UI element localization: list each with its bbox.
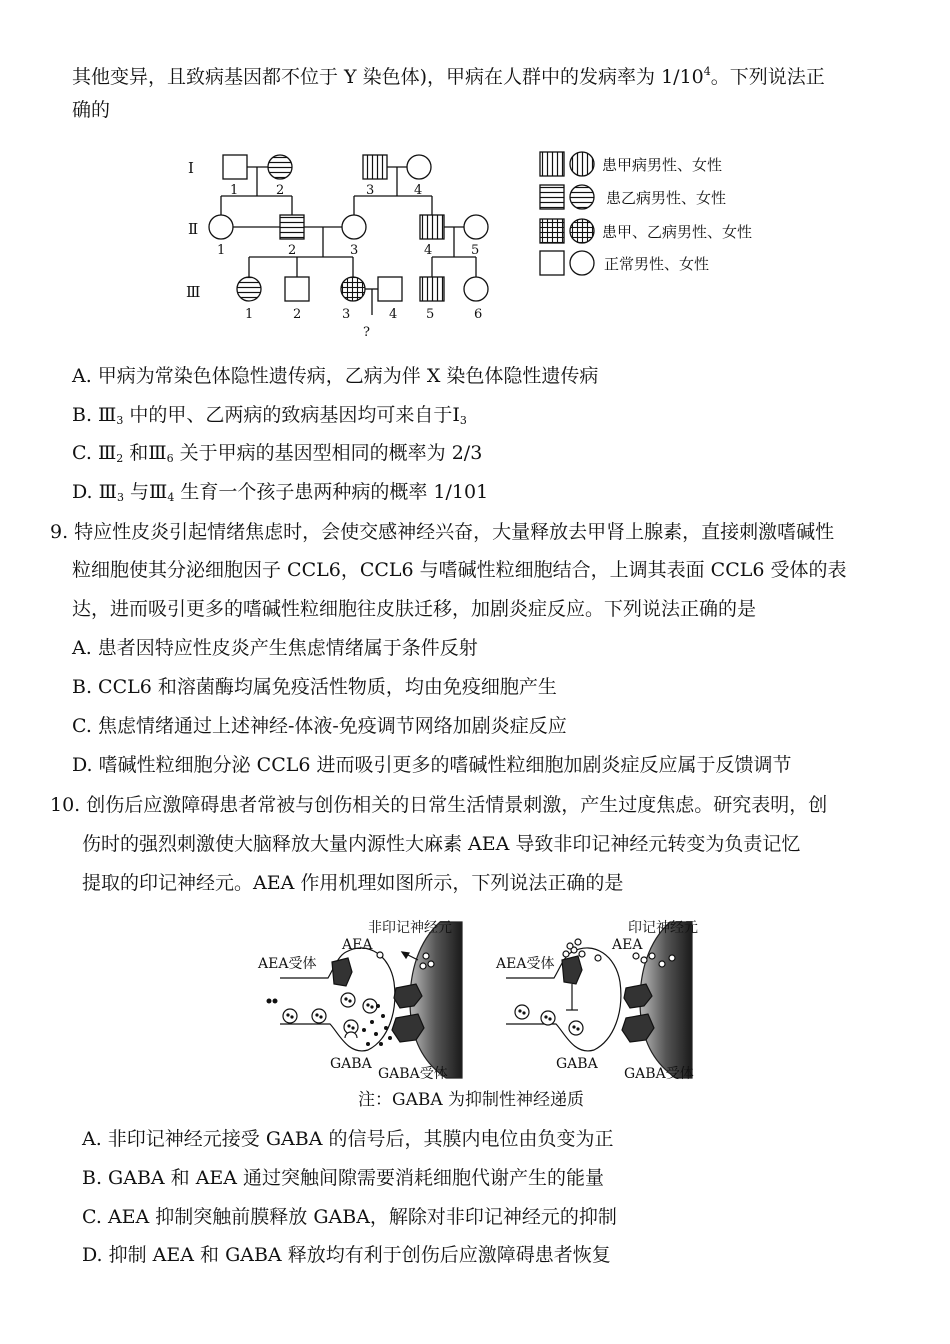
svg-text:5: 5 [471,243,480,258]
legend-symbol-normal-male [540,251,564,275]
male-I3-disease-a [363,155,387,179]
q8-option-a: A. 甲病为常染色体隐性遗传病，乙病为伴 X 染色体隐性遗传病 [72,365,599,387]
q10-stem-line-2: 伤时的强烈刺激使大脑释放大量内源性大麻素 AEA 导致非印记神经元转变为负责记忆 [82,833,801,855]
pedigree-diagram [170,140,780,340]
svg-text:4: 4 [424,243,433,258]
unknown-child-mark: ? [363,325,370,340]
male-II2-disease-b [280,215,304,239]
female-III1-disease-b [237,277,261,301]
female-II5-normal [464,215,488,239]
svg-text:1: 1 [230,183,239,198]
female-I2-disease-b [268,155,292,179]
legend-disease-b: 患乙病男性、女性 [606,189,727,207]
pedigree-legend [540,152,752,275]
q9-option-b: B. CCL6 和溶菌酶均属免疫活性物质，均由免疫细胞产生 [72,676,557,698]
female-II3-normal [342,215,366,239]
label-gaba-left: GABA [330,1056,372,1072]
legend-symbol-normal-female [570,251,594,275]
legend-symbol-disease-b-male [540,185,564,209]
label-aea-left: AEA [342,937,373,953]
svg-text:4: 4 [414,183,423,198]
q8-option-c: C. $Ⅲ_2$ 和$Ⅲ_6$ 关于甲病的基因型相同的概率为 2/3 [72,442,483,465]
legend-symbol-disease-ab-female [570,219,594,243]
legend-symbol-disease-a-male [540,152,564,176]
legend-symbol-disease-ab-male [540,219,564,243]
svg-text:3: 3 [366,183,375,198]
label-aea-right: AEA [612,937,643,953]
legend-disease-ab: 患甲、乙病男性、女性 [602,223,753,241]
aea-mechanism-figure [250,912,710,1084]
svg-text:5: 5 [426,307,435,322]
q10-option-a: A. 非印记神经元接受 GABA 的信号后，其膜内电位由负变为正 [82,1128,614,1150]
female-I4-normal [407,155,431,179]
svg-text:3: 3 [350,243,359,258]
svg-text:1: 1 [245,307,254,322]
q8-intro-line-1: 其他变异，且致病基因都不位于 Y 染色体)，甲病在人群中的发病率为 $1/10^4$。下列说法正 [72,65,825,88]
q10-option-b: B. GABA 和 AEA 通过突触间隙需要消耗细胞代谢产生的能量 [82,1167,605,1189]
non-memory-neuron-panel [257,919,462,1082]
legend-symbol-disease-a-female [570,152,594,176]
label-aea-receptor-left: AEA受体 [258,956,317,972]
svg-text:2: 2 [293,307,302,322]
svg-text:6: 6 [474,307,483,322]
q9-stem-line-1: 9. 特应性皮炎引起情绪焦虑时，会使交感神经兴奋，大量释放去甲肾上腺素，直接刺激嗜碱性 [50,521,835,543]
figure-note: 注：GABA 为抑制性神经递质 [358,1090,585,1110]
label-gaba-right: GABA [556,1056,598,1072]
gen-label-1: Ⅰ [188,159,194,177]
q10-stem-line-3: 提取的印记神经元。AEA 作用机理如图所示，下列说法正确的是 [82,872,624,894]
q10-option-d: D. 抑制 AEA 和 GABA 释放均有利于创伤后应激障碍患者恢复 [82,1244,611,1266]
q8-option-b: B. $Ⅲ_3$ 中的甲、乙两病的致病基因均可来自于$Ⅰ_3$ [72,404,467,427]
male-III2-normal [285,277,309,301]
legend-normal: 正常男性、女性 [604,255,710,273]
gen-label-3: Ⅲ [186,283,201,301]
q9-option-a: A. 患者因特应性皮炎产生焦虑情绪属于条件反射 [72,637,478,659]
q8-option-d: D. $Ⅲ_3$ 与$Ⅲ_4$ 生育一个孩子患两种病的概率 1/101 [72,481,489,504]
q10-option-c: C. AEA 抑制突触前膜释放 GABA，解除对非印记神经元的抑制 [82,1206,617,1228]
svg-text:2: 2 [276,183,285,198]
male-III5-disease-a [420,277,444,301]
svg-text:4: 4 [389,307,398,322]
label-non-memory-neuron: 非印记神经元 [368,920,452,936]
generation-labels [186,159,200,301]
q9-stem-line-2: 粒细胞使其分泌细胞因子 CCL6，CCL6 与嗜碱性粒细胞结合，上调其表面 CCL6 受体的表 [72,559,847,581]
male-I1-normal [223,155,247,179]
female-II1-normal [209,215,233,239]
exponent: 4 [703,65,711,78]
label-gaba-receptor-right: GABA受体 [624,1066,694,1082]
q8-intro-line-2: 确的 [72,99,111,121]
svg-text:2: 2 [288,243,297,258]
female-III3-disease-ab [341,277,365,301]
male-III4-normal [378,277,402,301]
label-gaba-receptor-left: GABA受体 [378,1066,448,1082]
gen-label-2: Ⅱ [188,220,199,238]
svg-text:3: 3 [342,307,351,322]
memory-neuron-panel [495,919,698,1082]
label-aea-receptor-right: AEA受体 [496,956,555,972]
legend-disease-a: 患甲病男性、女性 [602,156,723,174]
q9-stem-line-3: 达，进而吸引更多的嗜碱性粒细胞往皮肤迁移，加剧炎症反应。下列说法正确的是 [72,598,757,620]
q10-stem-line-1: 10. 创伤后应激障碍患者常被与创伤相关的日常生活情景刺激，产生过度焦虑。研究表明，创 [50,794,828,816]
male-II4-disease-a [420,215,444,239]
q9-option-d: D. 嗜碱性粒细胞分泌 CCL6 进而吸引更多的嗜碱性粒细胞加剧炎症反应属于反馈调节 [72,754,792,776]
female-III6-normal [464,277,488,301]
label-memory-neuron: 印记神经元 [628,920,698,936]
legend-symbol-disease-b-female [570,185,594,209]
svg-text:1: 1 [217,243,226,258]
q9-option-c: C. 焦虑情绪通过上述神经-体液-免疫调节网络加剧炎症反应 [72,715,567,737]
